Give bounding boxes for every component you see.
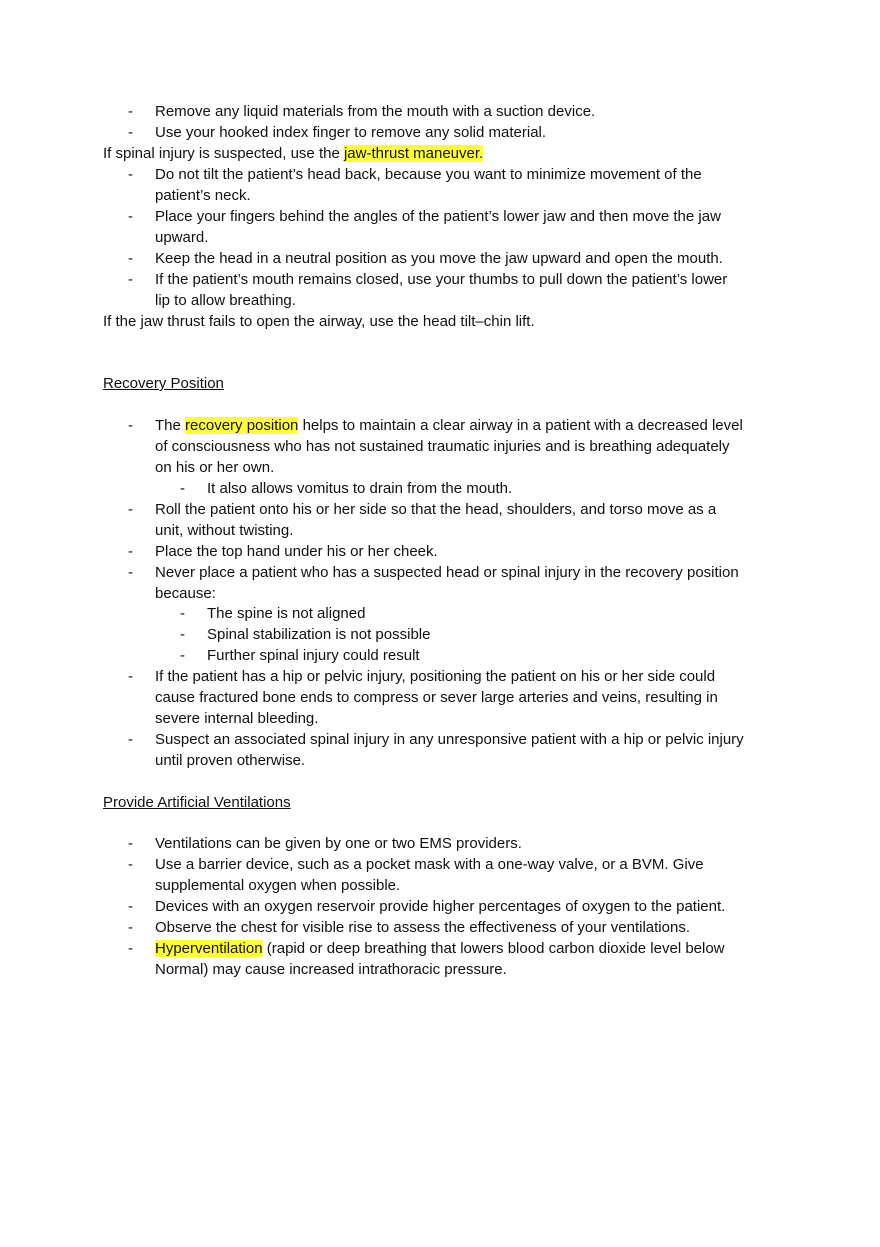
jaw-thrust-highlight: jaw-thrust maneuver.	[343, 145, 484, 162]
recovery-bullet-4-line-1: Never place a patient who has a suspected head or spinal injury in the recovery position	[155, 564, 739, 581]
vent-bullet-5-line-1	[155, 939, 725, 959]
recovery-bullet-4-line-2: because:	[155, 585, 216, 602]
recovery-bullet-1-pre: The	[155, 417, 186, 434]
hyperventilation-highlight: Hyperventilation	[155, 940, 263, 957]
recovery-position-highlight: recovery position	[185, 417, 299, 434]
jaw-bullet-1-line-2: patient’s neck.	[155, 187, 251, 204]
spinal-injury-text: If spinal injury is suspected, use the	[103, 145, 344, 162]
vent-bullet-5-post: (rapid or deep breathing that lowers blood carbon dioxide level below	[262, 940, 725, 957]
recovery-bullet-1-line-2: of consciousness who has not sustained traumatic injuries and is breathing adequately	[155, 438, 730, 455]
recovery-sub-stabilization: Spinal stabilization is not possible	[207, 626, 431, 643]
vent-bullet-5-line-2: Normal) may cause increased intrathoracic pressure.	[155, 961, 507, 978]
recovery-bullet-1-post: helps to maintain a clear airway in a patient with a decreased level	[298, 417, 743, 434]
jaw-bullet-4-line-1: If the patient’s mouth remains closed, use your thumbs to pull down the patient’s lower	[155, 271, 728, 288]
recovery-bullet-5-line-3: severe internal bleeding.	[155, 710, 319, 727]
sub-bullet-dash: -	[180, 480, 185, 497]
recovery-bullet-6-line-2: until proven otherwise.	[155, 752, 306, 769]
vent-bullet-2-line-2: supplemental oxygen when possible.	[155, 877, 401, 894]
bullet-hooked-finger: Use your hooked index finger to remove any solid material.	[155, 124, 547, 141]
sub-bullet-dash: -	[180, 626, 185, 643]
recovery-bullet-2-line-2: unit, without twisting.	[155, 522, 294, 539]
jaw-bullet-3: Keep the head in a neutral position as you move the jaw upward and open the mouth.	[155, 250, 723, 267]
bullet-dash: -	[128, 919, 133, 936]
bullet-dash: -	[128, 564, 133, 581]
bullet-dash: -	[128, 208, 133, 225]
vent-bullet-1: Ventilations can be given by one or two EMS providers.	[155, 835, 522, 852]
jaw-bullet-2-line-2: upward.	[155, 229, 209, 246]
bullet-dash: -	[128, 166, 133, 183]
bullet-dash: -	[128, 103, 133, 120]
ventilations-heading: Provide Artificial Ventilations	[103, 794, 291, 811]
recovery-bullet-1-line-1	[155, 416, 743, 436]
recovery-sub-vomitus: It also allows vomitus to drain from the mouth.	[207, 480, 513, 497]
recovery-bullet-3: Place the top hand under his or her cheek.	[155, 543, 438, 560]
recovery-bullet-5-line-1: If the patient has a hip or pelvic injury, positioning the patient on his or her side could	[155, 668, 716, 685]
bullet-dash: -	[128, 668, 133, 685]
vent-bullet-3: Devices with an oxygen reservoir provide higher percentages of oxygen to the patient.	[155, 898, 726, 915]
jaw-bullet-4-line-2: lip to allow breathing.	[155, 292, 296, 309]
recovery-bullet-5-line-2: cause fractured bone ends to compress or sever large arteries and veins, resulting in	[155, 689, 718, 706]
bullet-dash: -	[128, 856, 133, 873]
sub-bullet-dash: -	[180, 647, 185, 664]
vent-bullet-2-line-1: Use a barrier device, such as a pocket mask with a one-way valve, or a BVM. Give	[155, 856, 704, 873]
recovery-bullet-1-line-3: on his or her own.	[155, 459, 275, 476]
bullet-dash: -	[128, 731, 133, 748]
bullet-dash: -	[128, 250, 133, 267]
recovery-bullet-2-line-1: Roll the patient onto his or her side so that the head, shoulders, and torso move as a	[155, 501, 717, 518]
recovery-bullet-6-line-1: Suspect an associated spinal injury in any unresponsive patient with a hip or pelvic injury	[155, 731, 744, 748]
recovery-sub-further-injury: Further spinal injury could result	[207, 647, 420, 664]
bullet-dash: -	[128, 501, 133, 518]
bullet-dash: -	[128, 835, 133, 852]
recovery-sub-spine: The spine is not aligned	[207, 605, 366, 622]
jaw-thrust-fail-line: If the jaw thrust fails to open the airway, use the head tilt–chin lift.	[103, 313, 535, 330]
spinal-injury-line	[103, 144, 483, 164]
vent-bullet-4: Observe the chest for visible rise to assess the effectiveness of your ventilations.	[155, 919, 690, 936]
bullet-dash: -	[128, 940, 133, 957]
bullet-dash: -	[128, 417, 133, 434]
jaw-bullet-2-line-1: Place your fingers behind the angles of the patient’s lower jaw and then move the jaw	[155, 208, 721, 225]
bullet-dash: -	[128, 898, 133, 915]
sub-bullet-dash: -	[180, 605, 185, 622]
bullet-dash: -	[128, 271, 133, 288]
bullet-suction: Remove any liquid materials from the mouth with a suction device.	[155, 103, 596, 120]
recovery-position-heading: Recovery Position	[103, 375, 224, 392]
jaw-bullet-1-line-1: Do not tilt the patient’s head back, because you want to minimize movement of the	[155, 166, 702, 183]
bullet-dash: -	[128, 124, 133, 141]
bullet-dash: -	[128, 543, 133, 560]
